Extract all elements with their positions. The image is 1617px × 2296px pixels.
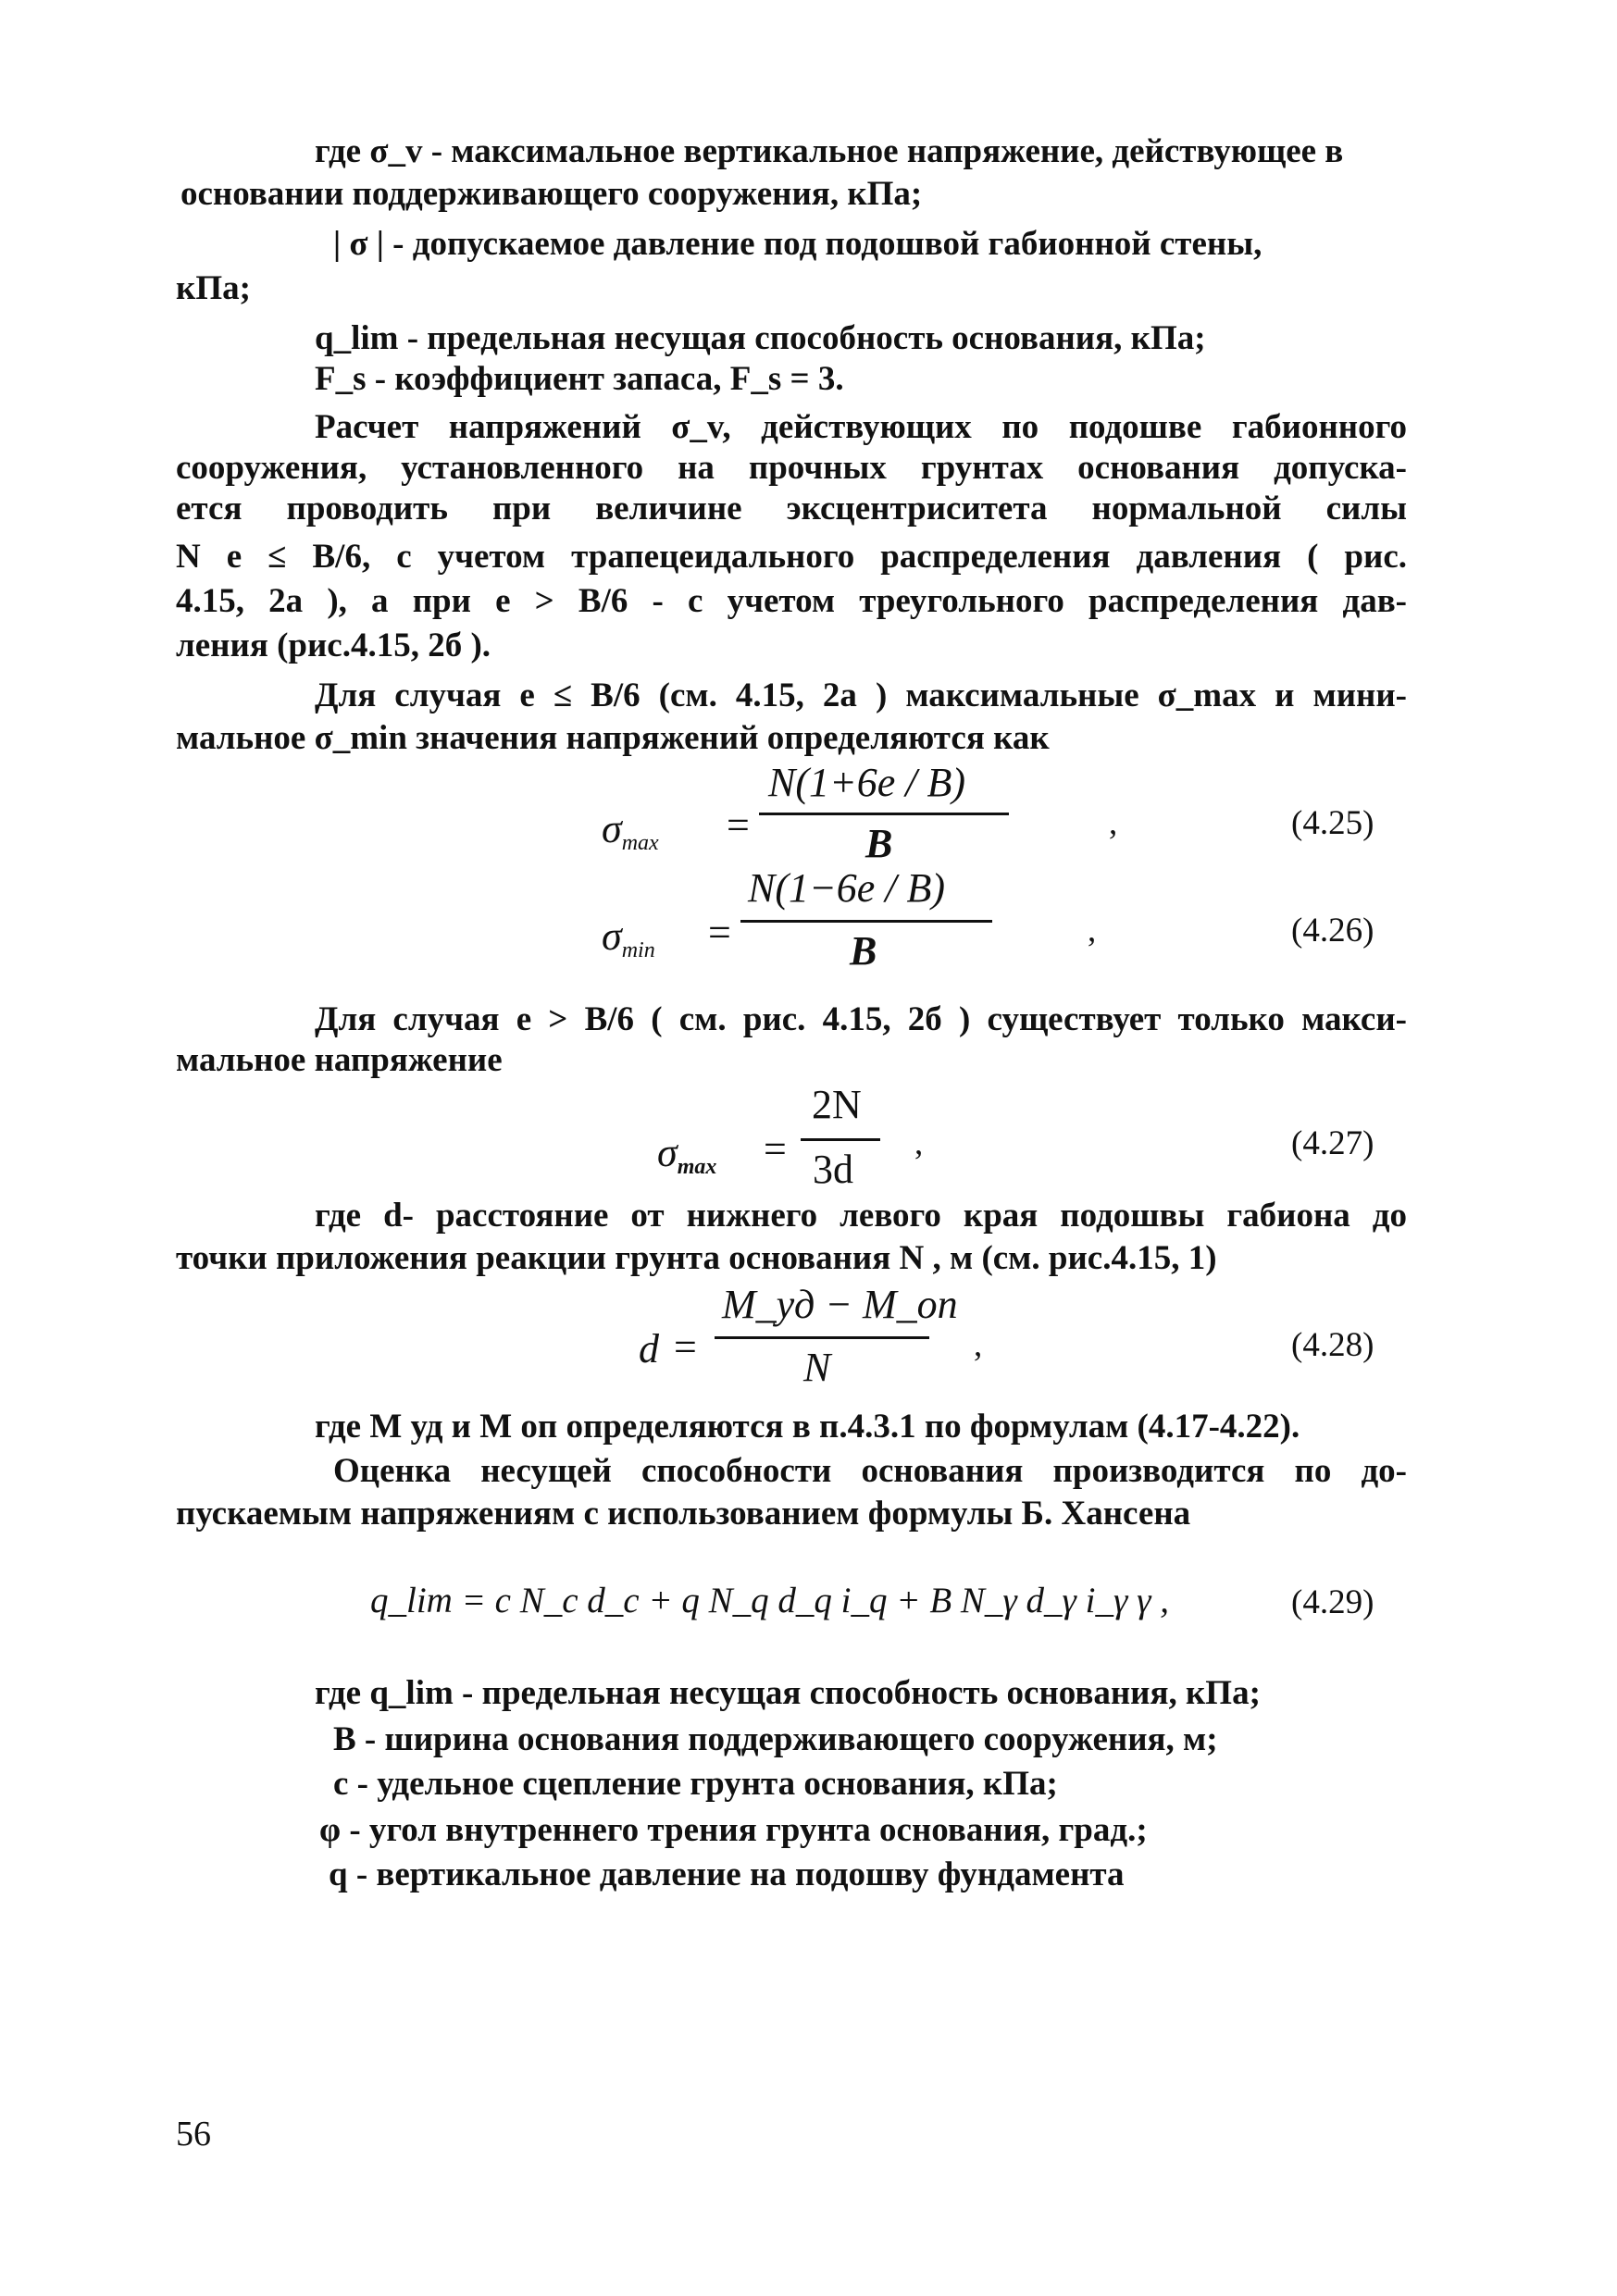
eq427-lhs: σ [657,1130,678,1175]
para1-line-1: Расчет напряжений σ_v, действующих по подошве габионного [315,408,1407,446]
para4-line-2: точки приложения реакции грунта основания N , м (см. рис.4.15, 1) [176,1239,1217,1277]
eq426-numerator: N(1−6e / B) [748,865,945,911]
eq426-equals: = [708,910,731,955]
intro-line-4: кПа; [176,269,251,307]
defs-line-3: c - удельное сцепление грунта основания, кПа; [333,1765,1058,1803]
defs-line-2: B - ширина основания поддерживающего сооружения, м; [333,1720,1218,1758]
defs-line-1: где q_lim - предельная несущая способность основания, кПа; [315,1674,1261,1712]
intro-line-1: где σ_v - максимальное вертикальное напряжение, действующее в [315,132,1344,170]
eq425-label: (4.25) [1291,804,1374,842]
eq426-fraction-bar [740,920,992,923]
eq425-lhs: σ [602,806,622,851]
para1-line-4: N e ≤ B/6, с учетом трапецеидального распределения давления ( рис. [176,538,1407,576]
page-number: 56 [176,2115,211,2153]
para5-line-1: где M уд и M оп определяются в п.4.3.1 по формулам (4.17-4.22). [315,1408,1300,1446]
intro-line-3: | σ | - допускаемое давление под подошвой габионной стены, [333,225,1263,263]
eq427-equals: = [764,1126,787,1172]
eq426-comma: , [1088,912,1097,949]
eq425-fraction-bar [759,813,1009,815]
eq425-denominator: B [865,821,893,866]
eq427-label: (4.27) [1291,1124,1374,1162]
para4-line-1: где d- расстояние от нижнего левого края подошвы габиона до [315,1197,1407,1235]
eq427-numerator: 2N [812,1082,862,1127]
eq427-comma: , [914,1124,924,1162]
eq428-comma: , [974,1326,983,1364]
eq428-lhs: d [639,1326,659,1371]
para3-line-1: Для случая e > B/6 ( см. рис. 4.15, 2б ) существует только макси- [315,1000,1407,1038]
defs-line-5: q - вертикальное давление на подошву фундамента [329,1855,1125,1893]
eq428-numerator: M_уд − M_оп [722,1282,958,1327]
intro-line-6: F_s - коэффициент запаса, F_s = 3. [315,360,844,398]
para1-line-5: 4.15, 2а ), а при e > B/6 - с учетом треугольного распределения дав- [176,582,1407,620]
para1-line-6: ления (рис.4.15, 2б ). [176,627,491,664]
eq429-label: (4.29) [1291,1583,1374,1621]
eq425-comma: , [1109,804,1118,842]
para2-line-1: Для случая e ≤ B/6 (см. 4.15, 2а ) максимальные σ_max и мини- [315,676,1407,714]
intro-line-5: q_lim - предельная несущая способность основания, кПа; [315,319,1206,357]
eq426-label: (4.26) [1291,912,1374,949]
para2-line-2: мальное σ_min значения напряжений определяются как [176,719,1050,757]
para5-line-3: пускаемым напряжениям с использованием формулы Б. Хансена [176,1495,1191,1533]
para3-line-2: мальное напряжение [176,1041,503,1079]
para1-line-3: ется проводить при величине эксцентриситета нормальной силы [176,490,1407,527]
eq426-lhs: σ [602,913,622,959]
para1-line-2: сооружения, установленного на прочных грунтах основания допуска- [176,449,1407,487]
eq428-denominator: N [803,1345,831,1390]
eq427-lhs-sub: max [677,1155,717,1179]
eq426-lhs-sub: min [621,938,655,962]
defs-line-4: φ - угол внутреннего трения грунта основания, град.; [319,1811,1148,1849]
eq427-denominator: 3d [813,1147,853,1192]
eq427-fraction-bar [801,1138,880,1141]
eq428-label: (4.28) [1291,1326,1374,1364]
eq425-equals: = [727,802,750,848]
eq428-equals: = [674,1324,697,1370]
eq425-lhs-sub: max [621,831,659,855]
intro-line-2: основании поддерживающего сооружения, кПа; [180,175,923,213]
eq429-expression: q_lim = c N_c d_c + q N_q d_q i_q + B N_γ d_γ i_γ γ , [370,1581,1169,1620]
para5-line-2: Оценка несущей способности основания производится по до- [333,1452,1407,1490]
eq425-numerator: N(1+6e / B) [768,760,965,805]
eq428-fraction-bar [715,1336,929,1339]
eq426-denominator: B [850,928,877,974]
